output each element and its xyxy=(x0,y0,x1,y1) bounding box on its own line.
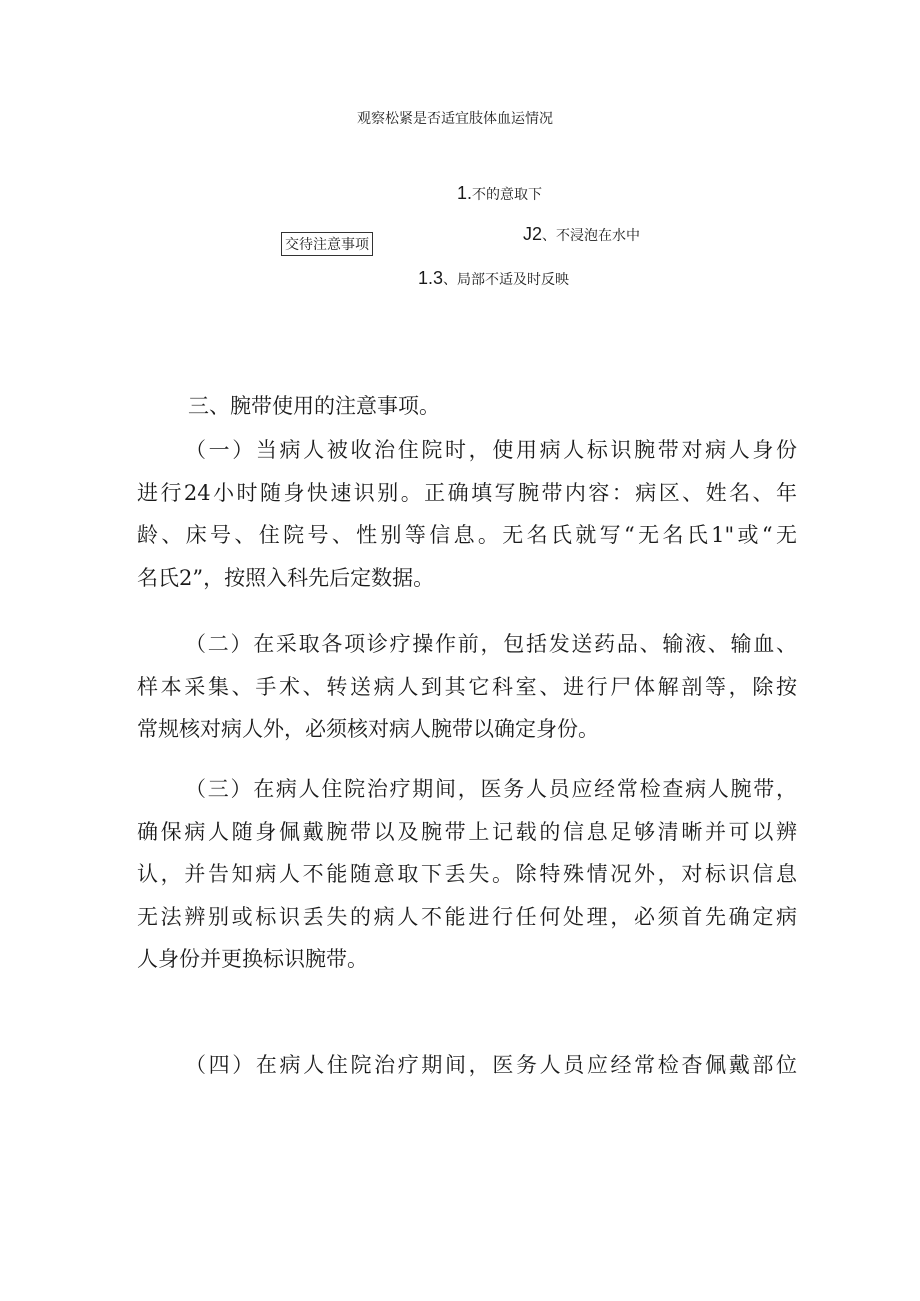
diagram-box-label: 交待注意事项 xyxy=(281,232,373,256)
paragraph-3-line-4: 无法辨别或标识丢失的病人不能进行任何处理，必须首先确定病 xyxy=(137,904,797,929)
diagram-item-2-number: J2 xyxy=(523,224,543,244)
diagram-item-1 xyxy=(457,183,542,204)
diagram-top-text: 观察松紧是否适宜肢体血运情况 xyxy=(357,111,553,127)
diagram-item-3-text: 、局部不适及时反映 xyxy=(443,272,570,288)
diagram-item-3 xyxy=(418,268,569,289)
paragraph-4 xyxy=(137,1044,797,1087)
section-heading: 三、腕带使用的注意事项。 xyxy=(188,394,440,418)
paragraph-2-line-2: 样本采集、手术、转送病人到其它科室、进行尸体解剖等，除按 xyxy=(137,674,797,699)
diagram-item-1-number: 1. xyxy=(457,183,473,203)
paragraph-3-line-5: 人身份并更换标识腕带。 xyxy=(137,947,368,971)
paragraph-3-line-3: 认，并告知病人不能随意取下丢失。除特殊情况外，对标识信息 xyxy=(137,862,797,886)
paragraph-2-line-1: （二）在采取各项诊疗操作前，包括发送药品、输液、输血、 xyxy=(185,632,797,656)
paragraph-1 xyxy=(137,429,797,599)
paragraph-1-line-4: 名氏2”，按照入科先后定数据。 xyxy=(137,565,435,590)
paragraph-1-line-3: 龄、床号、住院号、性别等信息。无名氏就写“无名氏1"或“无 xyxy=(137,523,797,547)
diagram-item-1-text: 不的意取下 xyxy=(472,187,543,203)
paragraph-3-line-2: 确保病人随身佩戴腕带以及腕带上记载的信息足够清晰并可以辨 xyxy=(137,819,797,844)
diagram-item-3-number: 1.3 xyxy=(418,268,444,288)
paragraph-4-line-1: （四）在病人住院治疗期间，医务人员应经常检杳佩戴部位 xyxy=(185,1053,797,1077)
diagram-item-2-text: 、不浸泡在水中 xyxy=(542,228,641,244)
paragraph-1-line-1: （一）当病人被收治住院时，使用病人标识腕带对病人身份 xyxy=(185,438,797,462)
paragraph-3 xyxy=(137,768,797,981)
diagram-item-2 xyxy=(523,224,640,245)
paragraph-2-line-3: 常规核对病人外，必须核对病人腕带以确定身份。 xyxy=(137,717,599,741)
paragraph-2 xyxy=(137,623,797,751)
paragraph-3-line-1: （三）在病人住院治疗期间，医务人员应经常检查病人腕带， xyxy=(185,777,797,801)
paragraph-1-line-2: 进行24小时随身快速识别。正确填写腕带内容：病区、姓名、年 xyxy=(137,480,797,505)
